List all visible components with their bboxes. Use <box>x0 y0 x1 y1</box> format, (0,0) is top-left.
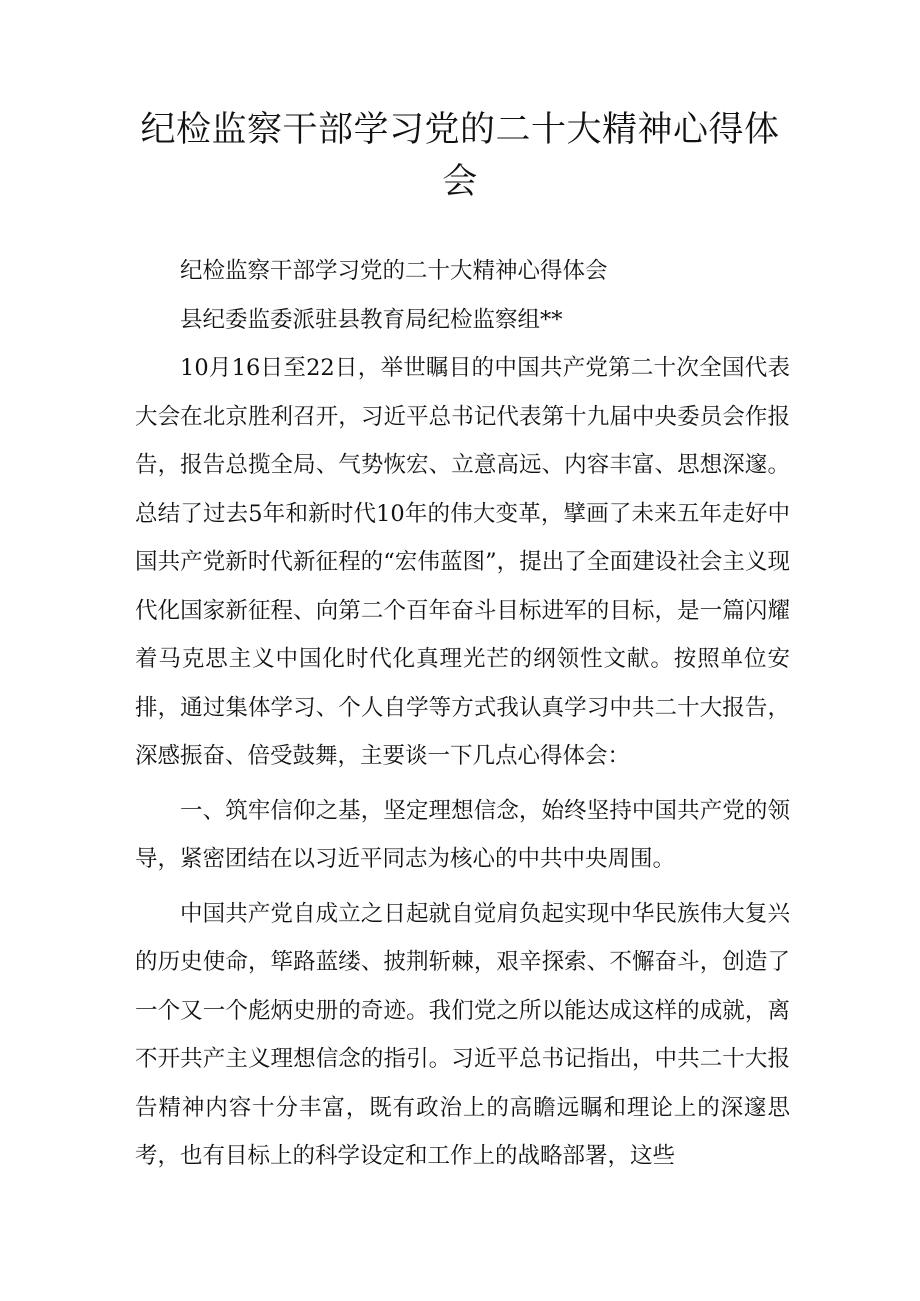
document-title <box>120 104 800 208</box>
paragraph-body-1: 中国共产党自成立之日起就自觉肩负起实现中华民族伟大复兴的历史使命，筚路蓝缕、披荆斩棘，艰辛探索、不懈奋斗，创造了一个又一个彪炳史册的奇迹。我们党之所以能达成这样的成就，离不开共产主义理想信念的指引。习近平总书记指出，中共二十大报告精神内容十分丰富，既有政治上的高瞻远瞩和理论上的深邃思考，也有目标上的科学设定和工作上的战略部署，这些 <box>135 900 790 1169</box>
document-title-line1: 纪检监察干部学习党的二十大精神心得体 <box>140 110 780 150</box>
paragraph-heading-1: 一、筑牢信仰之基，坚定理想信念，始终坚持中国共产党的领导，紧密团结在以习近平同志为核心的中共中央周围。 <box>135 797 790 872</box>
paragraph-intro: 10月16日至22日，举世瞩目的中国共产党第二十次全国代表大会在北京胜利召开，习近平总书记代表第十九届中央委员会作报告，报告总揽全局、气势恢宏、立意高远、内容丰富、思想深邃。总结了过去5年和新时代10年的伟大变革，擘画了未来五年走好中国共产党新时代新征程的“宏伟蓝图”，提出了全面建设社会主义现代化国家新征程、向第二个百年奋斗目标进军的目标，是一篇闪耀着马克思主义中国化时代化真理光芒的纲领性文献。按照单位安排，通过集体学习、个人自学等方式我认真学习中共二十大报告，深感振奋、倍受鼓舞，主要谈一下几点心得体会： <box>135 355 790 769</box>
document-subtitle: 纪检监察干部学习党的二十大精神心得体会 <box>180 258 608 284</box>
document-author: 县纪委监委派驻县教育局纪检监察组** <box>180 306 563 333</box>
document-body <box>135 247 790 1181</box>
document-title-line2: 会 <box>442 162 478 202</box>
